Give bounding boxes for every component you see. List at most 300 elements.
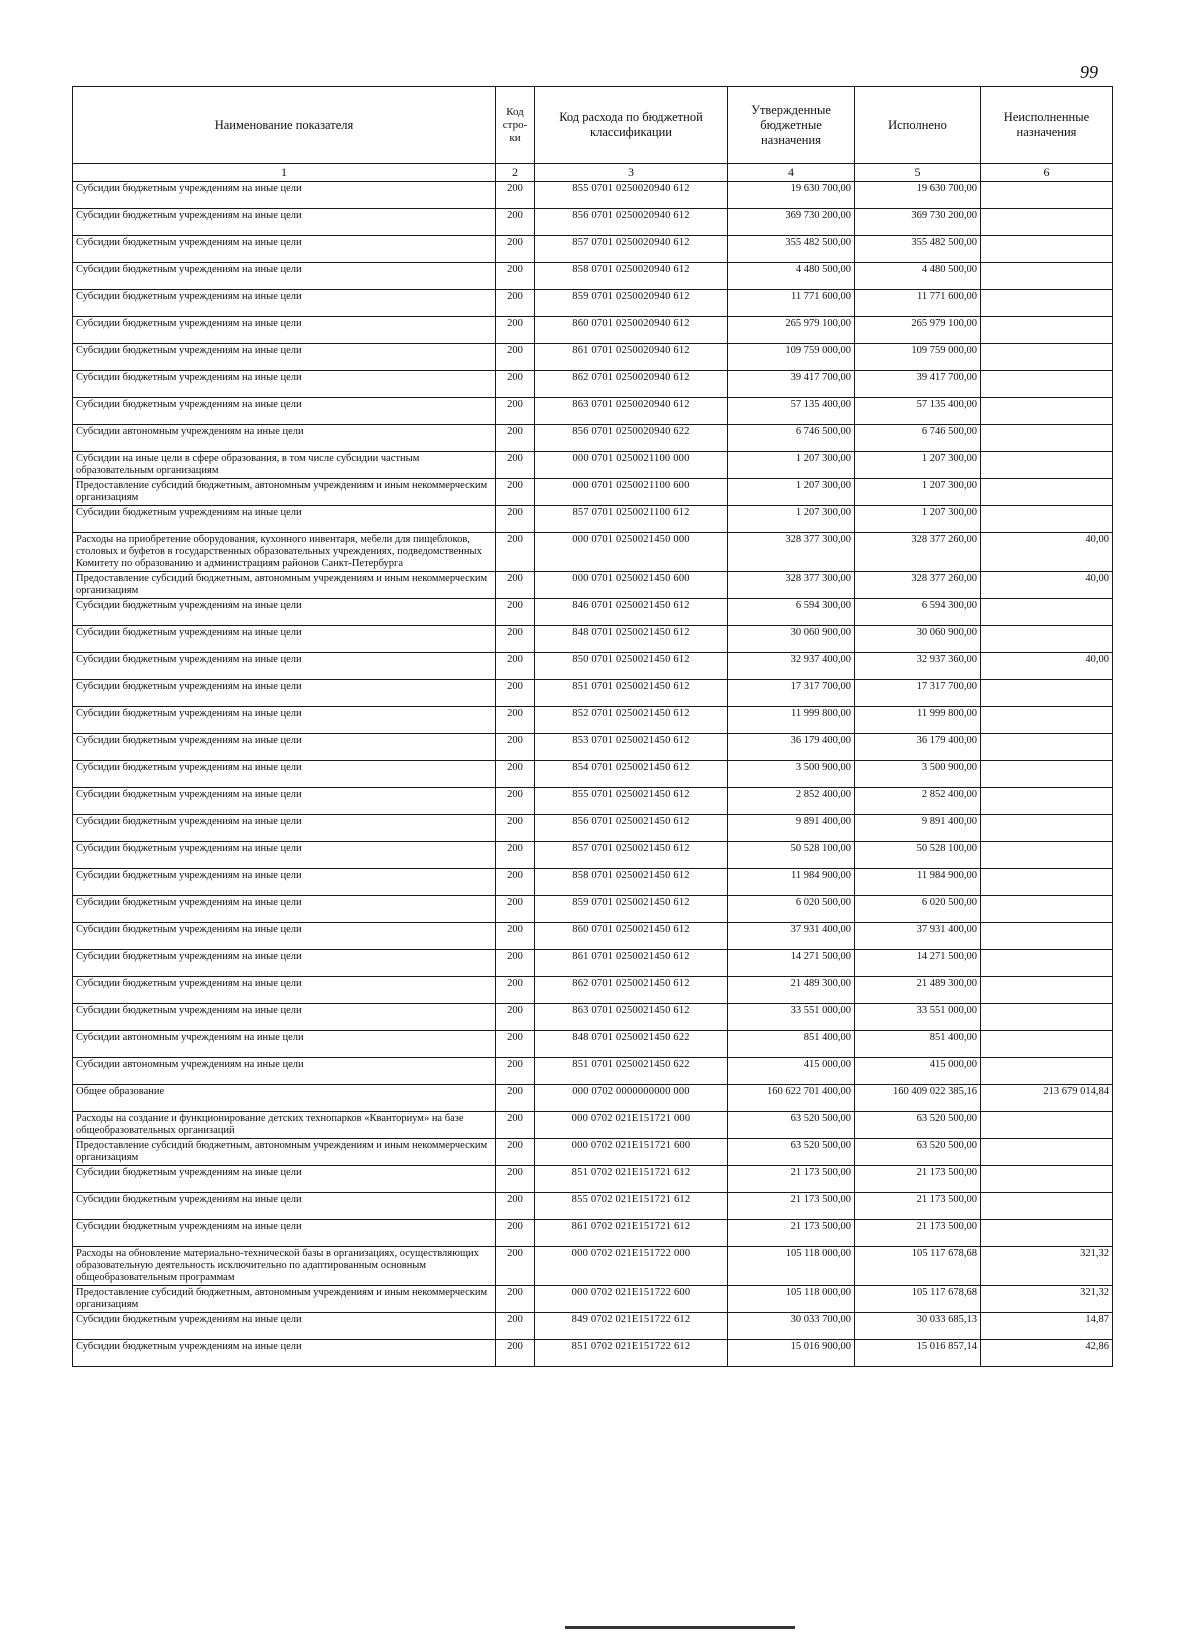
row-kbk-code: 856 0701 0250021450 612 bbox=[535, 815, 728, 842]
row-name: Субсидии бюджетным учреждениям на иные цели bbox=[73, 1340, 496, 1367]
row-kbk-code: 860 0701 0250020940 612 bbox=[535, 317, 728, 344]
table-row bbox=[73, 452, 1113, 479]
row-unexecuted-amount: 40,00 bbox=[981, 572, 1113, 599]
row-executed-amount: 9 891 400,00 bbox=[855, 815, 981, 842]
row-approved-amount: 32 937 400,00 bbox=[728, 653, 855, 680]
row-executed-amount: 160 409 022 385,16 bbox=[855, 1085, 981, 1112]
row-kbk-code: 848 0701 0250021450 612 bbox=[535, 626, 728, 653]
row-executed-amount: 1 207 300,00 bbox=[855, 452, 981, 479]
row-approved-amount: 6 746 500,00 bbox=[728, 425, 855, 452]
table-row bbox=[73, 1340, 1113, 1367]
row-approved-amount: 21 489 300,00 bbox=[728, 977, 855, 1004]
row-kbk-code: 858 0701 0250020940 612 bbox=[535, 263, 728, 290]
table-row bbox=[73, 761, 1113, 788]
table-row bbox=[73, 506, 1113, 533]
row-name: Субсидии бюджетным учреждениям на иные цели bbox=[73, 626, 496, 653]
row-executed-amount: 6 594 300,00 bbox=[855, 599, 981, 626]
row-unexecuted-amount bbox=[981, 398, 1113, 425]
row-executed-amount: 33 551 000,00 bbox=[855, 1004, 981, 1031]
row-line-code: 200 bbox=[496, 734, 535, 761]
table-row bbox=[73, 344, 1113, 371]
row-executed-amount: 109 759 000,00 bbox=[855, 344, 981, 371]
row-unexecuted-amount bbox=[981, 1112, 1113, 1139]
row-kbk-code: 859 0701 0250021450 612 bbox=[535, 896, 728, 923]
row-name: Субсидии автономным учреждениям на иные цели bbox=[73, 425, 496, 452]
row-kbk-code: 851 0701 0250021450 612 bbox=[535, 680, 728, 707]
row-unexecuted-amount bbox=[981, 506, 1113, 533]
row-approved-amount: 105 118 000,00 bbox=[728, 1286, 855, 1313]
row-kbk-code: 861 0701 0250020940 612 bbox=[535, 344, 728, 371]
row-approved-amount: 328 377 300,00 bbox=[728, 572, 855, 599]
row-line-code: 200 bbox=[496, 452, 535, 479]
table-row bbox=[73, 788, 1113, 815]
row-kbk-code: 856 0701 0250020940 612 bbox=[535, 209, 728, 236]
table-row bbox=[73, 263, 1113, 290]
row-executed-amount: 37 931 400,00 bbox=[855, 923, 981, 950]
row-line-code: 200 bbox=[496, 479, 535, 506]
row-line-code: 200 bbox=[496, 923, 535, 950]
row-line-code: 200 bbox=[496, 626, 535, 653]
table-row bbox=[73, 653, 1113, 680]
row-executed-amount: 21 489 300,00 bbox=[855, 977, 981, 1004]
row-approved-amount: 21 173 500,00 bbox=[728, 1193, 855, 1220]
row-executed-amount: 63 520 500,00 bbox=[855, 1139, 981, 1166]
row-approved-amount: 2 852 400,00 bbox=[728, 788, 855, 815]
row-executed-amount: 32 937 360,00 bbox=[855, 653, 981, 680]
table-row bbox=[73, 236, 1113, 263]
row-approved-amount: 265 979 100,00 bbox=[728, 317, 855, 344]
row-line-code: 200 bbox=[496, 344, 535, 371]
table-row bbox=[73, 1193, 1113, 1220]
row-name: Субсидии бюджетным учреждениям на иные цели bbox=[73, 896, 496, 923]
row-executed-amount: 39 417 700,00 bbox=[855, 371, 981, 398]
table-row bbox=[73, 707, 1113, 734]
table-row bbox=[73, 626, 1113, 653]
table-row bbox=[73, 1313, 1113, 1340]
row-name: Субсидии бюджетным учреждениям на иные цели bbox=[73, 1166, 496, 1193]
row-kbk-code: 000 0702 021E151721 000 bbox=[535, 1112, 728, 1139]
row-line-code: 200 bbox=[496, 1166, 535, 1193]
row-kbk-code: 855 0701 0250020940 612 bbox=[535, 182, 728, 209]
table-row bbox=[73, 1004, 1113, 1031]
row-approved-amount: 14 271 500,00 bbox=[728, 950, 855, 977]
row-name: Субсидии бюджетным учреждениям на иные цели bbox=[73, 734, 496, 761]
table-row bbox=[73, 1220, 1113, 1247]
row-name: Субсидии бюджетным учреждениям на иные цели bbox=[73, 236, 496, 263]
row-executed-amount: 11 771 600,00 bbox=[855, 290, 981, 317]
row-name: Субсидии автономным учреждениям на иные цели bbox=[73, 1031, 496, 1058]
row-executed-amount: 2 852 400,00 bbox=[855, 788, 981, 815]
table-row bbox=[73, 1139, 1113, 1166]
table-row bbox=[73, 815, 1113, 842]
row-approved-amount: 30 033 700,00 bbox=[728, 1313, 855, 1340]
row-line-code: 200 bbox=[496, 263, 535, 290]
table-row bbox=[73, 842, 1113, 869]
table-row bbox=[73, 398, 1113, 425]
row-unexecuted-amount: 321,32 bbox=[981, 1286, 1113, 1313]
row-name: Субсидии бюджетным учреждениям на иные цели bbox=[73, 788, 496, 815]
column-number-row bbox=[73, 164, 1113, 182]
row-line-code: 200 bbox=[496, 236, 535, 263]
row-executed-amount: 105 117 678,68 bbox=[855, 1286, 981, 1313]
row-unexecuted-amount bbox=[981, 290, 1113, 317]
row-unexecuted-amount bbox=[981, 680, 1113, 707]
header-name: Наименование показателя bbox=[73, 87, 496, 164]
page-number: 99 bbox=[1080, 62, 1098, 82]
row-line-code: 200 bbox=[496, 506, 535, 533]
row-kbk-code: 863 0701 0250021450 612 bbox=[535, 1004, 728, 1031]
row-approved-amount: 17 317 700,00 bbox=[728, 680, 855, 707]
row-name: Субсидии бюджетным учреждениям на иные цели bbox=[73, 653, 496, 680]
row-approved-amount: 9 891 400,00 bbox=[728, 815, 855, 842]
row-kbk-code: 000 0702 0000000000 000 bbox=[535, 1085, 728, 1112]
row-unexecuted-amount bbox=[981, 1004, 1113, 1031]
row-approved-amount: 15 016 900,00 bbox=[728, 1340, 855, 1367]
row-executed-amount: 50 528 100,00 bbox=[855, 842, 981, 869]
row-line-code: 200 bbox=[496, 707, 535, 734]
row-line-code: 200 bbox=[496, 842, 535, 869]
row-unexecuted-amount: 321,32 bbox=[981, 1247, 1113, 1286]
row-unexecuted-amount bbox=[981, 1058, 1113, 1085]
row-kbk-code: 000 0702 021E151722 000 bbox=[535, 1247, 728, 1286]
row-executed-amount: 30 033 685,13 bbox=[855, 1313, 981, 1340]
row-kbk-code: 855 0701 0250021450 612 bbox=[535, 788, 728, 815]
row-line-code: 200 bbox=[496, 533, 535, 572]
row-approved-amount: 57 135 400,00 bbox=[728, 398, 855, 425]
row-approved-amount: 109 759 000,00 bbox=[728, 344, 855, 371]
row-name: Субсидии бюджетным учреждениям на иные цели bbox=[73, 599, 496, 626]
row-name: Субсидии бюджетным учреждениям на иные цели bbox=[73, 371, 496, 398]
row-executed-amount: 6 746 500,00 bbox=[855, 425, 981, 452]
row-name: Субсидии бюджетным учреждениям на иные цели bbox=[73, 977, 496, 1004]
row-approved-amount: 11 771 600,00 bbox=[728, 290, 855, 317]
row-unexecuted-amount bbox=[981, 896, 1113, 923]
row-unexecuted-amount bbox=[981, 788, 1113, 815]
row-kbk-code: 855 0702 021E151721 612 bbox=[535, 1193, 728, 1220]
table-row bbox=[73, 425, 1113, 452]
column-number: 4 bbox=[728, 164, 855, 182]
table-row bbox=[73, 734, 1113, 761]
row-approved-amount: 37 931 400,00 bbox=[728, 923, 855, 950]
row-unexecuted-amount bbox=[981, 1031, 1113, 1058]
row-executed-amount: 1 207 300,00 bbox=[855, 479, 981, 506]
row-approved-amount: 11 984 900,00 bbox=[728, 869, 855, 896]
row-approved-amount: 39 417 700,00 bbox=[728, 371, 855, 398]
row-name: Субсидии бюджетным учреждениям на иные цели bbox=[73, 182, 496, 209]
row-approved-amount: 11 999 800,00 bbox=[728, 707, 855, 734]
row-kbk-code: 849 0702 021E151722 612 bbox=[535, 1313, 728, 1340]
row-approved-amount: 6 594 300,00 bbox=[728, 599, 855, 626]
row-name: Субсидии бюджетным учреждениям на иные цели bbox=[73, 1220, 496, 1247]
table-row bbox=[73, 680, 1113, 707]
scan-edge-line bbox=[565, 1626, 795, 1629]
row-executed-amount: 105 117 678,68 bbox=[855, 1247, 981, 1286]
table-row bbox=[73, 317, 1113, 344]
row-name: Субсидии бюджетным учреждениям на иные цели bbox=[73, 398, 496, 425]
row-name: Субсидии автономным учреждениям на иные цели bbox=[73, 1058, 496, 1085]
table-row bbox=[73, 1247, 1113, 1286]
row-executed-amount: 15 016 857,14 bbox=[855, 1340, 981, 1367]
row-approved-amount: 369 730 200,00 bbox=[728, 209, 855, 236]
row-kbk-code: 854 0701 0250021450 612 bbox=[535, 761, 728, 788]
row-kbk-code: 858 0701 0250021450 612 bbox=[535, 869, 728, 896]
row-unexecuted-amount bbox=[981, 707, 1113, 734]
table-row bbox=[73, 1112, 1113, 1139]
row-approved-amount: 851 400,00 bbox=[728, 1031, 855, 1058]
row-executed-amount: 30 060 900,00 bbox=[855, 626, 981, 653]
row-executed-amount: 3 500 900,00 bbox=[855, 761, 981, 788]
header-approved: Утвержденные бюджетные назначения bbox=[728, 87, 855, 164]
row-line-code: 200 bbox=[496, 1220, 535, 1247]
row-approved-amount: 33 551 000,00 bbox=[728, 1004, 855, 1031]
row-name: Субсидии бюджетным учреждениям на иные цели bbox=[73, 950, 496, 977]
row-line-code: 200 bbox=[496, 788, 535, 815]
table-body bbox=[73, 182, 1113, 1367]
row-unexecuted-amount bbox=[981, 236, 1113, 263]
row-approved-amount: 63 520 500,00 bbox=[728, 1112, 855, 1139]
row-executed-amount: 6 020 500,00 bbox=[855, 896, 981, 923]
row-kbk-code: 000 0702 021E151721 600 bbox=[535, 1139, 728, 1166]
row-executed-amount: 17 317 700,00 bbox=[855, 680, 981, 707]
row-executed-amount: 355 482 500,00 bbox=[855, 236, 981, 263]
row-kbk-code: 851 0702 021E151721 612 bbox=[535, 1166, 728, 1193]
row-unexecuted-amount: 14,87 bbox=[981, 1313, 1113, 1340]
row-executed-amount: 57 135 400,00 bbox=[855, 398, 981, 425]
row-name: Субсидии бюджетным учреждениям на иные цели bbox=[73, 1313, 496, 1340]
row-line-code: 200 bbox=[496, 1286, 535, 1313]
row-name: Субсидии бюджетным учреждениям на иные цели bbox=[73, 842, 496, 869]
row-unexecuted-amount bbox=[981, 263, 1113, 290]
row-kbk-code: 857 0701 0250020940 612 bbox=[535, 236, 728, 263]
table-row bbox=[73, 1031, 1113, 1058]
row-unexecuted-amount bbox=[981, 869, 1113, 896]
row-unexecuted-amount bbox=[981, 452, 1113, 479]
row-kbk-code: 857 0701 0250021100 612 bbox=[535, 506, 728, 533]
row-unexecuted-amount: 42,86 bbox=[981, 1340, 1113, 1367]
row-unexecuted-amount bbox=[981, 923, 1113, 950]
row-approved-amount: 63 520 500,00 bbox=[728, 1139, 855, 1166]
row-unexecuted-amount bbox=[981, 344, 1113, 371]
row-unexecuted-amount bbox=[981, 599, 1113, 626]
row-approved-amount: 19 630 700,00 bbox=[728, 182, 855, 209]
row-approved-amount: 50 528 100,00 bbox=[728, 842, 855, 869]
row-approved-amount: 1 207 300,00 bbox=[728, 479, 855, 506]
row-name: Общее образование bbox=[73, 1085, 496, 1112]
row-kbk-code: 863 0701 0250020940 612 bbox=[535, 398, 728, 425]
row-line-code: 200 bbox=[496, 869, 535, 896]
row-kbk-code: 000 0701 0250021450 600 bbox=[535, 572, 728, 599]
row-approved-amount: 3 500 900,00 bbox=[728, 761, 855, 788]
table-row bbox=[73, 371, 1113, 398]
row-unexecuted-amount bbox=[981, 734, 1113, 761]
row-unexecuted-amount: 40,00 bbox=[981, 653, 1113, 680]
column-number: 5 bbox=[855, 164, 981, 182]
row-executed-amount: 14 271 500,00 bbox=[855, 950, 981, 977]
row-line-code: 200 bbox=[496, 815, 535, 842]
table-row bbox=[73, 209, 1113, 236]
row-unexecuted-amount bbox=[981, 371, 1113, 398]
column-number: 2 bbox=[496, 164, 535, 182]
row-name: Субсидии бюджетным учреждениям на иные цели bbox=[73, 290, 496, 317]
row-name: Субсидии бюджетным учреждениям на иные цели bbox=[73, 317, 496, 344]
table-row bbox=[73, 479, 1113, 506]
row-line-code: 200 bbox=[496, 761, 535, 788]
table-row bbox=[73, 1286, 1113, 1313]
row-executed-amount: 19 630 700,00 bbox=[855, 182, 981, 209]
row-name: Предоставление субсидий бюджетным, автономным учреждениям и иным некоммерческим организациям bbox=[73, 1286, 496, 1313]
row-line-code: 200 bbox=[496, 1247, 535, 1286]
row-line-code: 200 bbox=[496, 290, 535, 317]
row-name: Субсидии бюджетным учреждениям на иные цели bbox=[73, 209, 496, 236]
row-line-code: 200 bbox=[496, 1112, 535, 1139]
table-row bbox=[73, 182, 1113, 209]
row-line-code: 200 bbox=[496, 950, 535, 977]
row-kbk-code: 861 0701 0250021450 612 bbox=[535, 950, 728, 977]
row-line-code: 200 bbox=[496, 371, 535, 398]
row-executed-amount: 21 173 500,00 bbox=[855, 1166, 981, 1193]
row-executed-amount: 328 377 260,00 bbox=[855, 572, 981, 599]
row-line-code: 200 bbox=[496, 977, 535, 1004]
row-name: Субсидии на иные цели в сфере образования, в том числе субсидии частным образовательным организациям bbox=[73, 452, 496, 479]
row-approved-amount: 328 377 300,00 bbox=[728, 533, 855, 572]
column-number: 1 bbox=[73, 164, 496, 182]
row-executed-amount: 36 179 400,00 bbox=[855, 734, 981, 761]
row-approved-amount: 30 060 900,00 bbox=[728, 626, 855, 653]
row-kbk-code: 859 0701 0250020940 612 bbox=[535, 290, 728, 317]
row-line-code: 200 bbox=[496, 1340, 535, 1367]
row-executed-amount: 11 999 800,00 bbox=[855, 707, 981, 734]
row-executed-amount: 415 000,00 bbox=[855, 1058, 981, 1085]
row-line-code: 200 bbox=[496, 398, 535, 425]
table-row bbox=[73, 599, 1113, 626]
row-kbk-code: 000 0702 021E151722 600 bbox=[535, 1286, 728, 1313]
row-name: Расходы на приобретение оборудования, кухонного инвентаря, мебели для пищеблоков, столовых и буфетов в государственных образовательных учреждениях, подведомственных Комитету по образованию и администрациям районов Санкт-Петербурга bbox=[73, 533, 496, 572]
row-name: Субсидии бюджетным учреждениям на иные цели bbox=[73, 1004, 496, 1031]
row-approved-amount: 415 000,00 bbox=[728, 1058, 855, 1085]
header-unexecuted: Неисполненные назначения bbox=[981, 87, 1113, 164]
row-approved-amount: 6 020 500,00 bbox=[728, 896, 855, 923]
row-unexecuted-amount bbox=[981, 1220, 1113, 1247]
row-line-code: 200 bbox=[496, 1031, 535, 1058]
row-name: Субсидии бюджетным учреждениям на иные цели bbox=[73, 506, 496, 533]
row-unexecuted-amount bbox=[981, 815, 1113, 842]
header-executed: Исполнено bbox=[855, 87, 981, 164]
row-name: Предоставление субсидий бюджетным, автономным учреждениям и иным некоммерческим организациям bbox=[73, 572, 496, 599]
table-row bbox=[73, 896, 1113, 923]
row-name: Субсидии бюджетным учреждениям на иные цели bbox=[73, 1193, 496, 1220]
row-line-code: 200 bbox=[496, 680, 535, 707]
row-kbk-code: 860 0701 0250021450 612 bbox=[535, 923, 728, 950]
row-line-code: 200 bbox=[496, 896, 535, 923]
row-unexecuted-amount bbox=[981, 209, 1113, 236]
row-line-code: 200 bbox=[496, 1058, 535, 1085]
row-name: Расходы на обновление материально-технической базы в организациях, осуществляющих образовательную деятельность исключительно по адаптированным основным общеобразовательным программам bbox=[73, 1247, 496, 1286]
row-unexecuted-amount bbox=[981, 1193, 1113, 1220]
row-unexecuted-amount bbox=[981, 626, 1113, 653]
row-executed-amount: 4 480 500,00 bbox=[855, 263, 981, 290]
row-unexecuted-amount bbox=[981, 842, 1113, 869]
row-name: Субсидии бюджетным учреждениям на иные цели bbox=[73, 761, 496, 788]
row-name: Субсидии бюджетным учреждениям на иные цели bbox=[73, 680, 496, 707]
row-executed-amount: 11 984 900,00 bbox=[855, 869, 981, 896]
row-executed-amount: 328 377 260,00 bbox=[855, 533, 981, 572]
budget-execution-table bbox=[72, 86, 1113, 1367]
row-executed-amount: 851 400,00 bbox=[855, 1031, 981, 1058]
row-executed-amount: 63 520 500,00 bbox=[855, 1112, 981, 1139]
row-kbk-code: 846 0701 0250021450 612 bbox=[535, 599, 728, 626]
table-row bbox=[73, 1058, 1113, 1085]
row-unexecuted-amount bbox=[981, 317, 1113, 344]
row-approved-amount: 21 173 500,00 bbox=[728, 1166, 855, 1193]
row-name: Предоставление субсидий бюджетным, автономным учреждениям и иным некоммерческим организациям bbox=[73, 479, 496, 506]
row-unexecuted-amount bbox=[981, 977, 1113, 1004]
row-approved-amount: 4 480 500,00 bbox=[728, 263, 855, 290]
row-unexecuted-amount bbox=[981, 950, 1113, 977]
row-unexecuted-amount bbox=[981, 425, 1113, 452]
row-line-code: 200 bbox=[496, 653, 535, 680]
row-kbk-code: 851 0701 0250021450 622 bbox=[535, 1058, 728, 1085]
table-row bbox=[73, 869, 1113, 896]
row-kbk-code: 853 0701 0250021450 612 bbox=[535, 734, 728, 761]
row-unexecuted-amount bbox=[981, 182, 1113, 209]
row-approved-amount: 355 482 500,00 bbox=[728, 236, 855, 263]
row-approved-amount: 36 179 400,00 bbox=[728, 734, 855, 761]
row-executed-amount: 21 173 500,00 bbox=[855, 1193, 981, 1220]
header-row bbox=[73, 87, 1113, 164]
row-unexecuted-amount bbox=[981, 479, 1113, 506]
row-approved-amount: 160 622 701 400,00 bbox=[728, 1085, 855, 1112]
row-unexecuted-amount bbox=[981, 1139, 1113, 1166]
row-executed-amount: 21 173 500,00 bbox=[855, 1220, 981, 1247]
row-kbk-code: 851 0702 021E151722 612 bbox=[535, 1340, 728, 1367]
header-kbk: Код расхода по бюджетной классификации bbox=[535, 87, 728, 164]
table-row bbox=[73, 923, 1113, 950]
row-approved-amount: 1 207 300,00 bbox=[728, 452, 855, 479]
row-line-code: 200 bbox=[496, 1085, 535, 1112]
row-line-code: 200 bbox=[496, 182, 535, 209]
row-kbk-code: 000 0701 0250021450 000 bbox=[535, 533, 728, 572]
column-number: 6 bbox=[981, 164, 1113, 182]
row-kbk-code: 000 0701 0250021100 600 bbox=[535, 479, 728, 506]
table-row bbox=[73, 977, 1113, 1004]
row-executed-amount: 265 979 100,00 bbox=[855, 317, 981, 344]
row-kbk-code: 856 0701 0250020940 622 bbox=[535, 425, 728, 452]
row-kbk-code: 862 0701 0250020940 612 bbox=[535, 371, 728, 398]
table-row bbox=[73, 950, 1113, 977]
row-approved-amount: 21 173 500,00 bbox=[728, 1220, 855, 1247]
row-approved-amount: 1 207 300,00 bbox=[728, 506, 855, 533]
table-row bbox=[73, 1166, 1113, 1193]
column-number: 3 bbox=[535, 164, 728, 182]
row-line-code: 200 bbox=[496, 1193, 535, 1220]
row-line-code: 200 bbox=[496, 599, 535, 626]
row-kbk-code: 848 0701 0250021450 622 bbox=[535, 1031, 728, 1058]
row-kbk-code: 850 0701 0250021450 612 bbox=[535, 653, 728, 680]
row-unexecuted-amount: 213 679 014,84 bbox=[981, 1085, 1113, 1112]
row-line-code: 200 bbox=[496, 1139, 535, 1166]
row-name: Субсидии бюджетным учреждениям на иные цели bbox=[73, 707, 496, 734]
row-kbk-code: 861 0702 021E151721 612 bbox=[535, 1220, 728, 1247]
row-kbk-code: 862 0701 0250021450 612 bbox=[535, 977, 728, 1004]
row-name: Субсидии бюджетным учреждениям на иные цели bbox=[73, 344, 496, 371]
row-approved-amount: 105 118 000,00 bbox=[728, 1247, 855, 1286]
table-row bbox=[73, 572, 1113, 599]
row-line-code: 200 bbox=[496, 572, 535, 599]
row-line-code: 200 bbox=[496, 209, 535, 236]
row-unexecuted-amount bbox=[981, 761, 1113, 788]
row-name: Субсидии бюджетным учреждениям на иные цели bbox=[73, 263, 496, 290]
table-row bbox=[73, 290, 1113, 317]
